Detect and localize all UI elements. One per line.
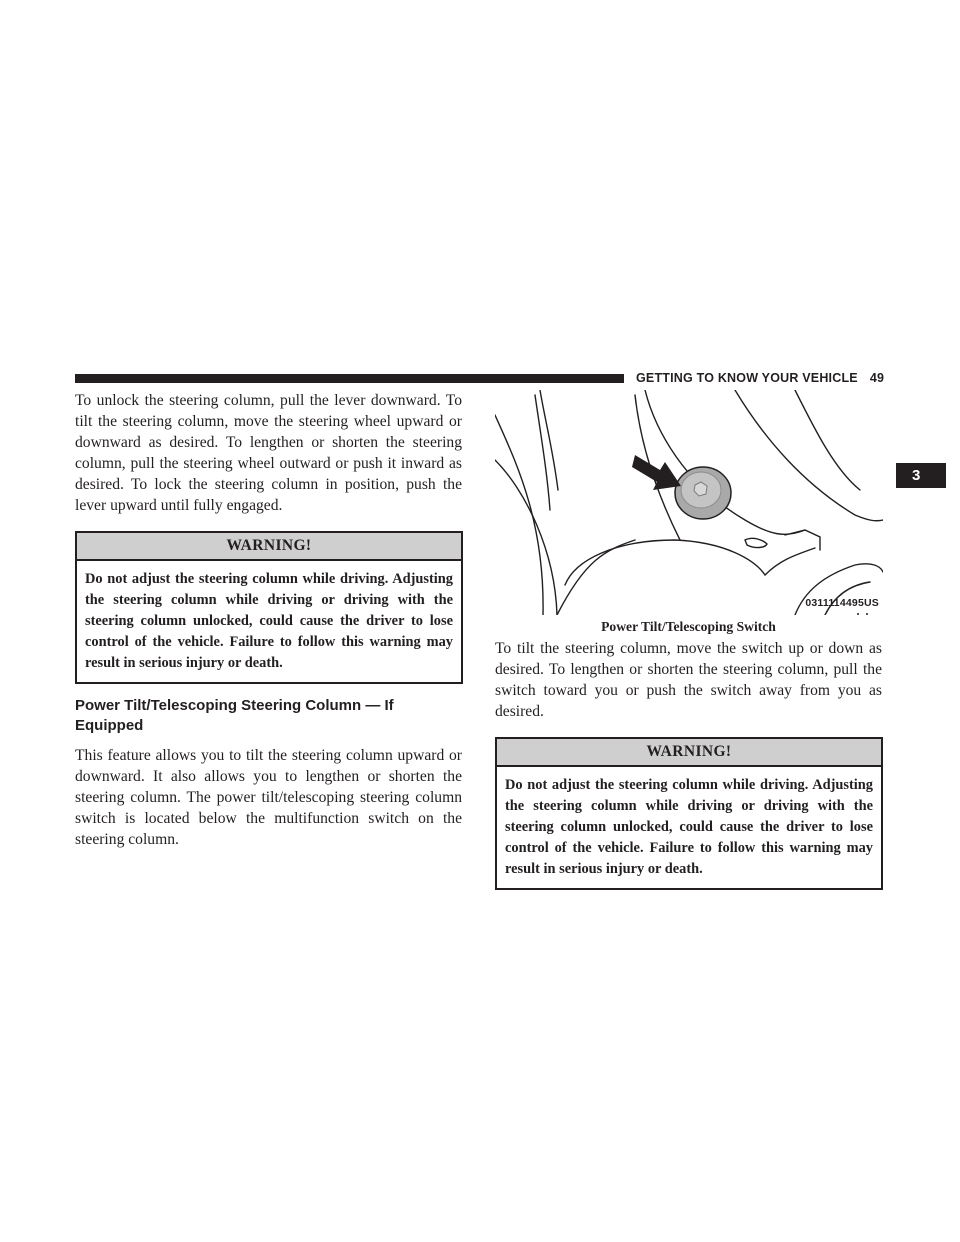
right-column <box>495 390 882 890</box>
intro-paragraph: To unlock the steering column, pull the lever downward. To tilt the steering column, move the steering wheel upward or downward as desired. To lengthen or shorten the steering column, pull the steering wheel outward or push it inward as desired. To lock the steering column in position, push the lever upward until fully engaged. <box>75 392 462 514</box>
chapter-tab: 3 <box>896 463 946 488</box>
section-title: GETTING TO KNOW YOUR VEHICLE <box>636 371 858 385</box>
running-header <box>636 370 884 386</box>
warning-box <box>75 531 463 684</box>
header-rule <box>75 374 624 383</box>
feature-paragraph: This feature allows you to tilt the steering column upward or downward. It also allows you to lengthen or shorten the steering column. The power tilt/telescoping steering column switch is located below the multifunction switch on the steering column. <box>75 747 462 848</box>
steering-column-drawing <box>495 390 883 615</box>
warning-title: WARNING! <box>77 533 461 561</box>
warning-box-2 <box>495 737 883 890</box>
switch-paragraph: To tilt the steering column, move the switch up or down as desired. To lengthen or shorten the steering column, pull the switch toward you or push the switch away from you as desired. <box>495 640 882 720</box>
warning-title-2: WARNING! <box>497 739 881 767</box>
section-subheading: Power Tilt/Telescoping Steering Column — If Equipped <box>75 697 394 734</box>
warning-text-2: Do not adjust the steering column while driving. Adjusting the steering column while driving or driving with the steering column unlocked, could cause the driver to lose control of the vehicle. Failure to follow this warning may result in serious injury or death. <box>505 777 873 877</box>
power-tilt-switch <box>675 467 731 519</box>
warning-text: Do not adjust the steering column while driving. Adjusting the steering column while driving or driving with the steering column unlocked, could cause the driver to lose control of the vehicle. Failure to follow this warning may result in serious injury or death. <box>85 571 453 671</box>
page-number: 49 <box>869 371 885 385</box>
figure-caption: Power Tilt/Telescoping Switch <box>601 619 776 634</box>
pointer-arrow <box>632 455 681 490</box>
figure-code: 0311114495US <box>805 597 879 609</box>
left-column <box>75 390 462 850</box>
switch-illustration <box>495 390 883 615</box>
